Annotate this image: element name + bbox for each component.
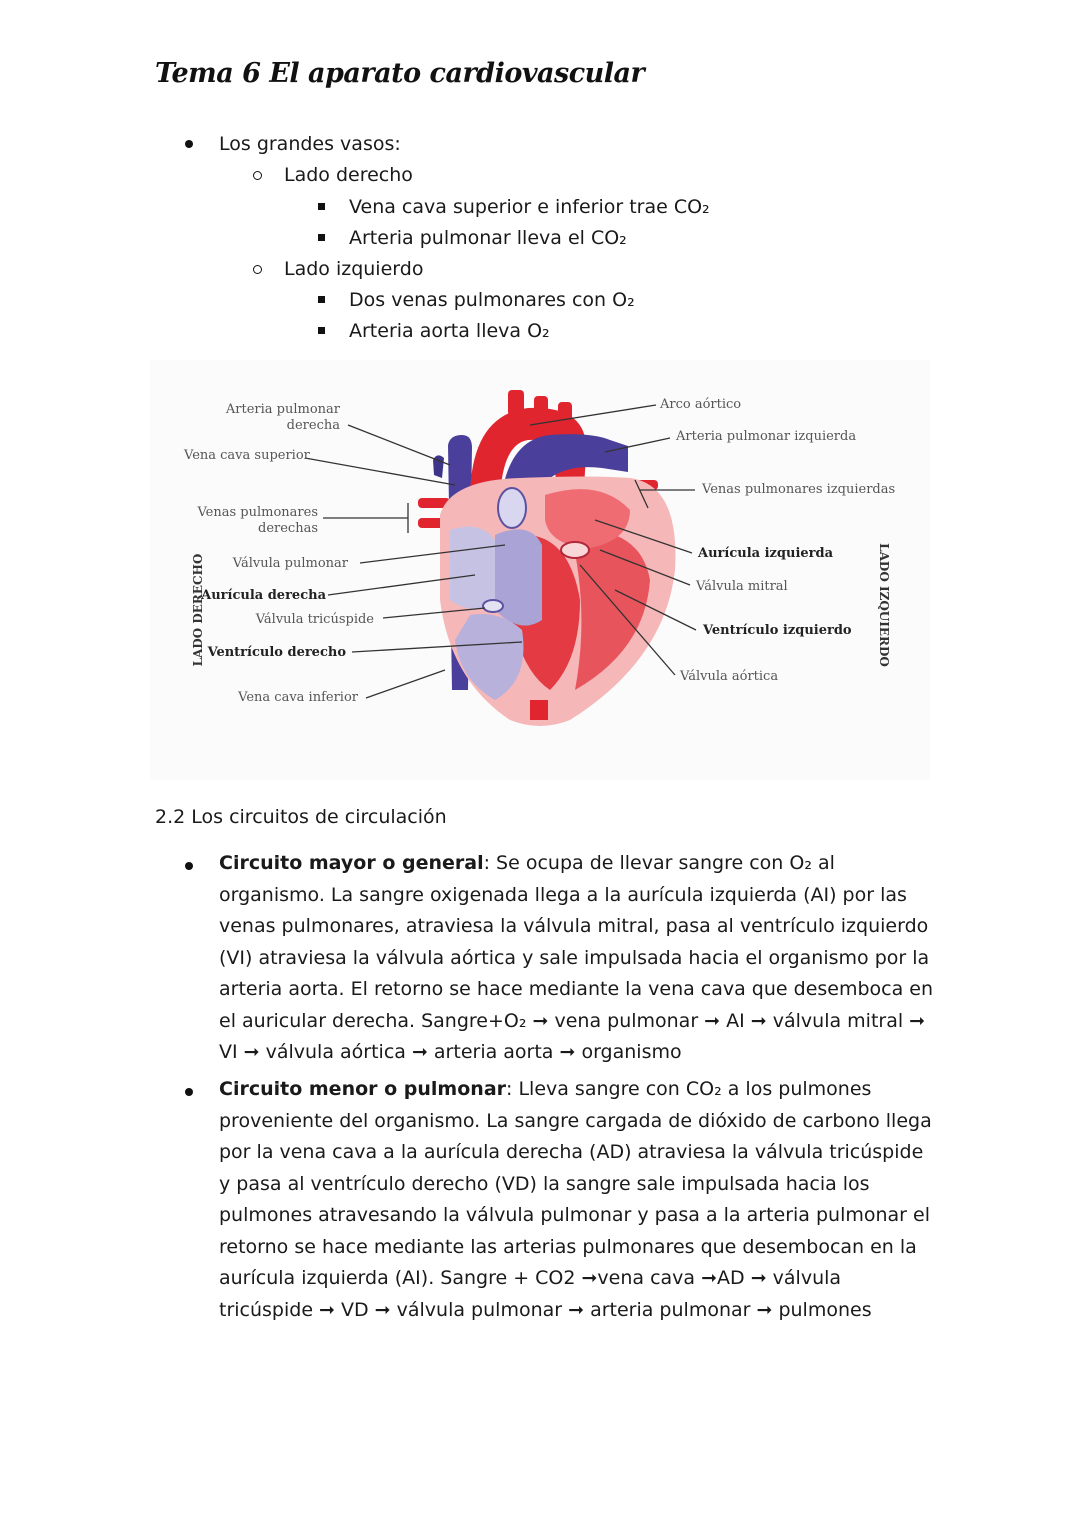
- right-item: Vena cava superior e inferior trae CO₂: [349, 196, 710, 218]
- bullet: [318, 296, 325, 303]
- bullet: [253, 171, 262, 180]
- bullet: [253, 265, 262, 274]
- label-ventriculo-derecho: Ventrículo derecho: [207, 645, 346, 660]
- label-ventriculo-izquierdo: Ventrículo izquierdo: [703, 623, 852, 638]
- circuit-menor-name: Circuito menor o pulmonar: [219, 1078, 507, 1100]
- label-venas-pulmonares-derechas: Venas pulmonares: [197, 505, 318, 520]
- label-auricula-izquierda: Aurícula izquierda: [698, 546, 834, 561]
- circuit-mayor-text: : Se ocupa de llevar sangre con O₂ al organismo. La sangre oxigenada llega a la aurícula izquierda (AI) por las venas pulmonares, atraviesa la válvula mitral, pasa al ventrículo izquierdo (VI) atraviesa la válvula aórtica y sale impulsada hacia el organismo por la arteria aorta. El retorno se hace mediante la vena cava que desemboca en el auricular derecha. Sangre+O₂ ➞ vena pulmonar ➞ AI ➞ válvula mitral ➞ VI ➞ válvula aórtica ➞ arteria aorta ➞ organismo: [219, 852, 934, 1063]
- label-valvula-tricuspide: Válvula tricúspide: [255, 612, 374, 627]
- label-auricula-derecha: Aurícula derecha: [201, 588, 326, 603]
- label-arteria-pulmonar-derecha-2: derecha: [286, 418, 340, 433]
- label-valvula-pulmonar: Válvula pulmonar: [232, 556, 348, 571]
- heart-diagram: [150, 360, 930, 780]
- label-vena-cava-superior: Vena cava superior: [184, 448, 310, 463]
- right-side-label: Lado derecho: [284, 164, 413, 186]
- side-label-right-side: LADO DERECHO: [191, 553, 205, 667]
- section-title: 2.2 Los circuitos de circulación: [155, 806, 447, 828]
- bullet: [318, 203, 325, 210]
- label-venas-pulmonares-izquierdas: Venas pulmonares izquierdas: [702, 482, 896, 497]
- label-valvula-aortica: Válvula aórtica: [680, 669, 779, 684]
- bullet: [185, 862, 193, 870]
- left-side-label: Lado izquierdo: [284, 258, 424, 280]
- label-valvula-mitral: Válvula mitral: [696, 579, 788, 594]
- circuit-menor: [219, 1074, 939, 1326]
- circuit-mayor: [219, 848, 939, 1069]
- right-item: Arteria pulmonar lleva el CO₂: [349, 227, 627, 249]
- side-label-left-side: LADO IZQUIERDO: [877, 543, 891, 667]
- label-arteria-pulmonar-izquierda: Arteria pulmonar izquierda: [676, 429, 857, 444]
- label-venas-pulmonares-derechas-2: derechas: [258, 521, 318, 536]
- circuit-mayor-name: Circuito mayor o general: [219, 852, 484, 874]
- label-vena-cava-inferior: Vena cava inferior: [238, 690, 358, 705]
- bullet: [185, 1088, 193, 1096]
- circuit-menor-text: : Lleva sangre con CO₂ a los pulmones proveniente del organismo. La sangre cargada de dióxido de carbono llega por la vena cava a la aurícula derecha (AD) atraviesa la válvula tricúspide y pasa al ventrículo derecho (VD) la sangre sale impulsada hacia los pulmones atravesando la válvula pulmonar y pasa a la arteria pulmonar el retorno se hace mediante las arterias pulmonares que desembocan en la aurícula izquierda (AI). Sangre + CO2 ➞vena cava ➞AD ➞ válvula tricúspide ➞ VD ➞ válvula pulmonar ➞ arteria pulmonar ➞ pulmones: [219, 1078, 932, 1321]
- label-arteria-pulmonar-derecha: Arteria pulmonar: [225, 402, 340, 417]
- vessels-heading: Los grandes vasos:: [219, 133, 401, 155]
- page-title: Tema 6 El aparato cardiovascular: [155, 58, 645, 89]
- left-item: Dos venas pulmonares con O₂: [349, 289, 635, 311]
- label-arco-aortico: Arco aórtico: [660, 397, 742, 412]
- bullet: [318, 327, 325, 334]
- left-item: Arteria aorta lleva O₂: [349, 320, 550, 342]
- bullet: [185, 140, 193, 148]
- bullet: [318, 234, 325, 241]
